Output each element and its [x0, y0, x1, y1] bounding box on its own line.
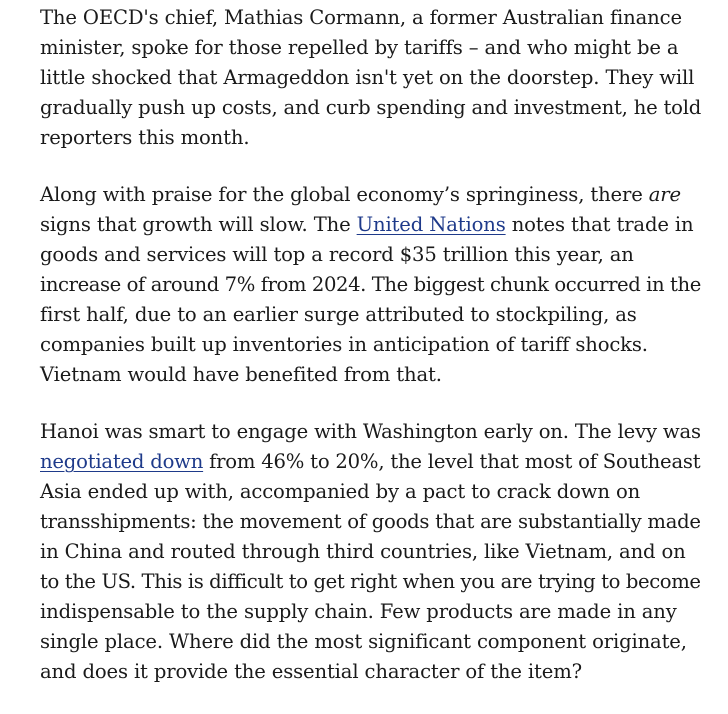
- paragraph-growth: [40, 180, 700, 390]
- text-line: Vietnam would have benefited from that.: [40, 363, 442, 386]
- text-line: in China and routed through third countries, like Vietnam, and on: [40, 540, 686, 563]
- text-fragment: notes that trade in: [505, 213, 694, 236]
- paragraph-hanoi: [40, 417, 700, 687]
- united-nations-link[interactable]: United Nations: [356, 213, 506, 236]
- emphasis-text: are: [648, 183, 681, 206]
- text-line: and does it provide the essential character of the item?: [40, 660, 582, 683]
- text-line: single place. Where did the most significant component originate,: [40, 630, 687, 653]
- text-line: indispensable to the supply chain. Few products are made in any: [40, 600, 677, 623]
- text-line: goods and services will top a record $35 trillion this year, an: [40, 243, 634, 266]
- text-line: [40, 180, 700, 210]
- text-fragment: from 46% to 20%, the level that most of Southeast: [203, 450, 701, 473]
- text-line: gradually push up costs, and curb spending and investment, he told: [40, 96, 702, 119]
- text-line: The OECD's chief, Mathias Cormann, a former Australian finance: [40, 6, 682, 29]
- text-line: minister, spoke for those repelled by tariffs – and who might be a: [40, 36, 679, 59]
- text-line: to the US. This is difficult to get right when you are trying to become: [40, 570, 701, 593]
- text-line: Hanoi was smart to engage with Washington early on. The levy was: [40, 420, 701, 443]
- text-fragment: Along with praise for the global economy’s springiness, there: [40, 183, 649, 206]
- text-line: little shocked that Armageddon isn't yet on the doorstep. They will: [40, 66, 695, 89]
- text-line: companies built up inventories in anticipation of tariff shocks.: [40, 333, 648, 356]
- text-line: first half, due to an earlier surge attributed to stockpiling, as: [40, 303, 637, 326]
- text-fragment: signs that growth will slow. The: [40, 213, 357, 236]
- negotiated-down-link[interactable]: negotiated down: [40, 450, 204, 473]
- text-line: transshipments: the movement of goods that are substantially made: [40, 510, 701, 533]
- paragraph-oecd: [40, 3, 700, 153]
- text-line: Asia ended up with, accompanied by a pact to crack down on: [40, 480, 641, 503]
- text-line: [40, 447, 700, 477]
- article-body: [40, 3, 700, 714]
- text-line: [40, 210, 700, 240]
- text-line: reporters this month.: [40, 126, 250, 149]
- text-line: increase of around 7% from 2024. The biggest chunk occurred in the: [40, 273, 701, 296]
